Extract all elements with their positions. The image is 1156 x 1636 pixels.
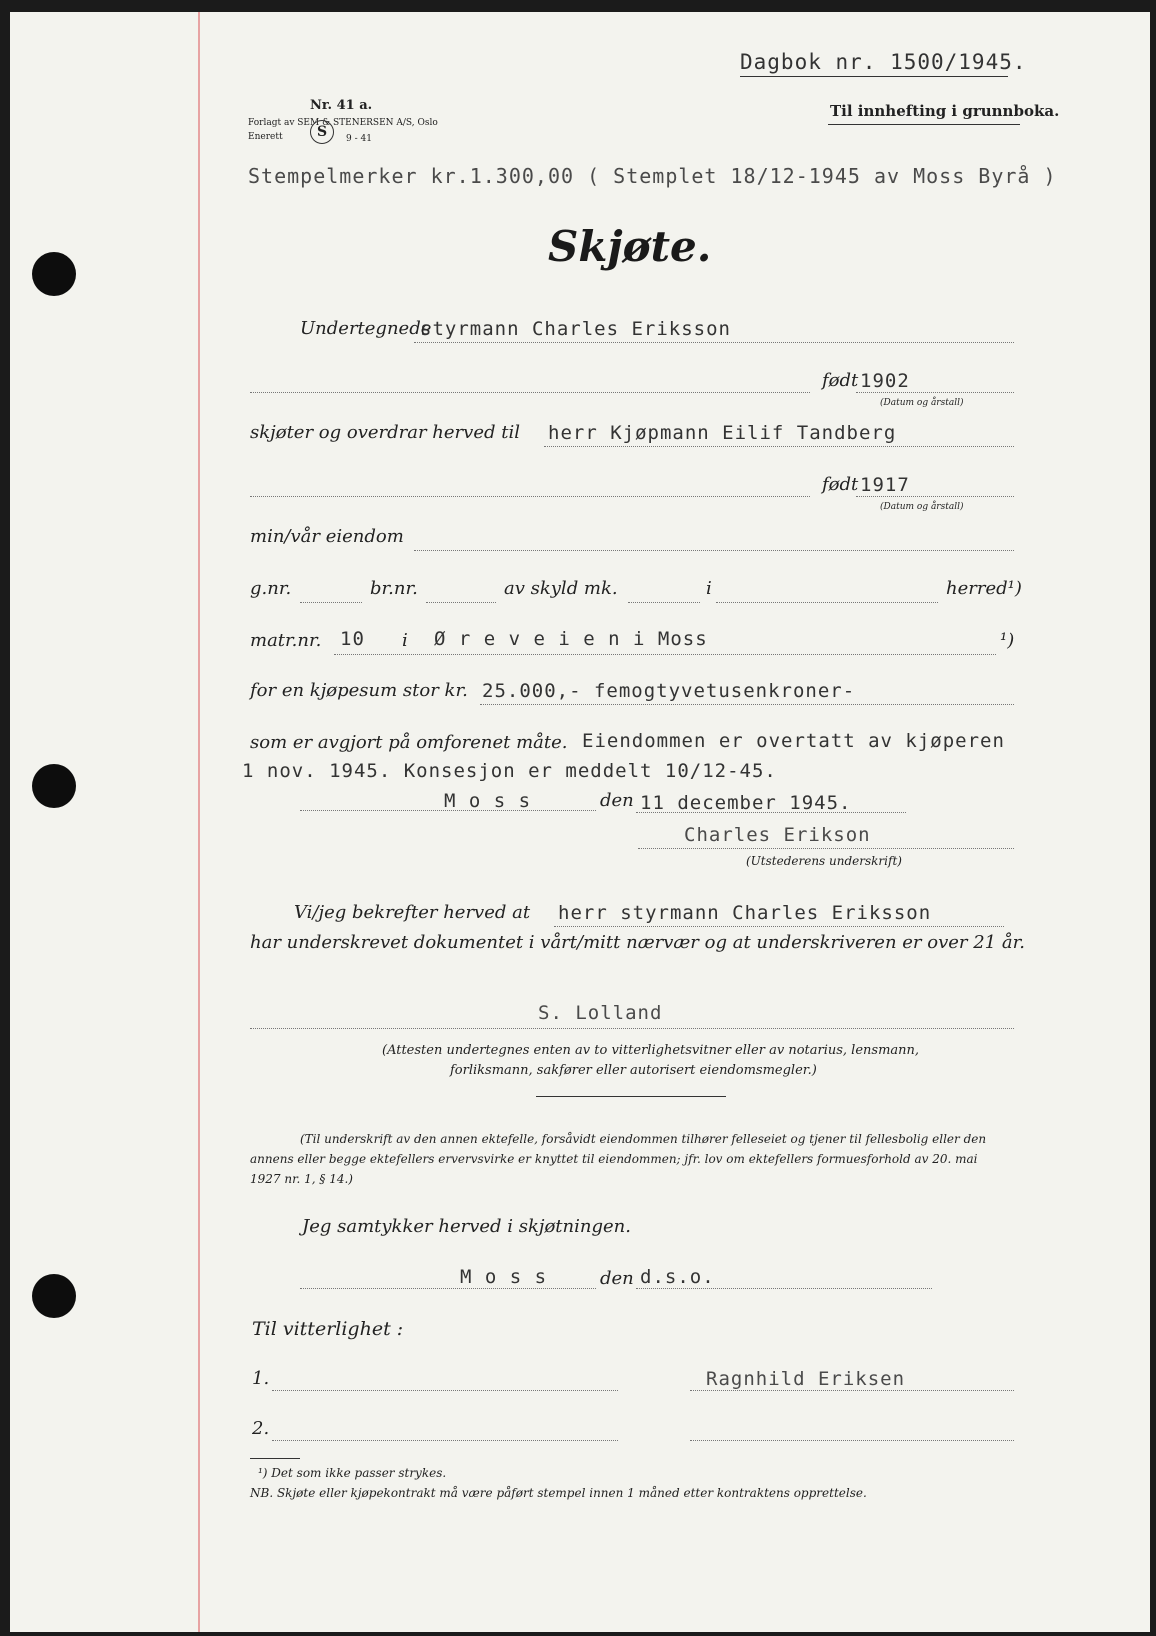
buyer-value: herr Kjøpmann Eilif Tandberg <box>548 422 897 444</box>
property-i-label: i <box>706 578 712 599</box>
consent-place: M o s s <box>460 1266 548 1288</box>
witness-label: Til vitterlighet : <box>252 1318 404 1340</box>
publisher-logo: S <box>310 120 334 144</box>
buyer-label: skjøter og overdrar herved til <box>250 422 520 443</box>
signing-date: 11 december 1945. <box>640 792 852 814</box>
signing-date-dotline <box>636 812 906 813</box>
buyer-born-value: 1917 <box>860 474 910 496</box>
attest-note-1: (Attesten undertegnes enten av to vitterlighetsvitner eller av notarius, lensmann, <box>382 1043 920 1058</box>
seller-born-label: født <box>822 370 859 391</box>
seller-signature: Charles Erikson <box>684 824 871 846</box>
gnr-dotline <box>300 602 362 603</box>
footnote-1: ¹) Det som ikke passer strykes. <box>258 1466 447 1480</box>
matr-location: Ø r e v e i e n i Moss <box>434 628 708 650</box>
punch-hole-bottom <box>32 1274 76 1318</box>
signing-place-dotline <box>300 810 596 811</box>
consent-signature: Ragnhild Eriksen <box>706 1368 906 1390</box>
buyer-born-label: født <box>822 474 859 495</box>
seller-born-hint: (Datum og årstall) <box>880 398 964 408</box>
gnr-label: g.nr. <box>250 578 292 599</box>
attest-note-2: forliksmann, sakfører eller autorisert eiendomsmegler.) <box>450 1063 817 1078</box>
buyer-born-hint: (Datum og årstall) <box>880 502 964 512</box>
matr-i-label: i <box>402 630 408 651</box>
innhefting-label: Til innhefting i grunnboka. <box>830 102 1060 120</box>
punch-hole-middle <box>32 764 76 808</box>
skyld-label: av skyld mk. <box>504 578 618 599</box>
property-i-dotline <box>716 602 938 603</box>
seller-label: Undertegnede <box>300 318 432 339</box>
witness-2-label: 2. <box>252 1418 270 1439</box>
footnote-rule <box>250 1458 300 1459</box>
attest-line2: har underskrevet dokumentet i vårt/mitt nærvær og at underskriveren er over 21 år. <box>250 932 1025 953</box>
matr-end: ¹) <box>1000 630 1015 651</box>
attest-name-dotline <box>554 926 1004 927</box>
herred-label: herred¹) <box>946 578 1022 599</box>
price-dotline <box>480 704 1014 705</box>
document-title: Skjøte. <box>548 222 712 271</box>
buyer-born-dotline <box>856 496 1014 497</box>
spouse-note-3: 1927 nr. 1, § 14.) <box>250 1172 353 1186</box>
signing-den-label: den <box>600 790 634 811</box>
attest-signature-dotline <box>250 1028 1014 1029</box>
seller-dotline-2 <box>250 392 810 393</box>
price-value: 25.000,- femogtyvetusenkroner- <box>482 680 856 702</box>
attest-prefix: Vi/jeg bekrefter herved at <box>294 902 531 923</box>
matr-dotline <box>334 654 996 655</box>
consent-date: d.s.o. <box>640 1266 715 1288</box>
settlement-label: som er avgjort på omforenet måte. <box>250 732 568 753</box>
buyer-dotline <box>544 446 1014 447</box>
witness-1-label: 1. <box>252 1368 270 1389</box>
consent-signature-dotline <box>690 1390 1014 1391</box>
publisher-date: 9 - 41 <box>346 134 372 144</box>
witness-1-dotline <box>272 1390 618 1391</box>
innhefting-underline <box>828 124 1020 125</box>
seller-dotline <box>414 342 1014 343</box>
property-label: min/vår eiendom <box>250 526 404 547</box>
property-dotline <box>414 550 1014 551</box>
seller-born-dotline <box>856 392 1014 393</box>
consent-place-dotline <box>300 1288 596 1289</box>
form-number: Nr. 41 a. <box>310 98 373 113</box>
price-label: for en kjøpesum stor kr. <box>250 680 468 701</box>
brnr-dotline <box>426 602 496 603</box>
witness-2-right-dotline <box>690 1440 1014 1441</box>
publisher-line: Forlagt av SEM & STENERSEN A/S, Oslo <box>248 118 438 128</box>
punch-hole-top <box>32 252 76 296</box>
signing-place: M o s s <box>444 790 532 812</box>
attest-note-rule <box>536 1096 726 1097</box>
margin-line <box>198 12 200 1632</box>
seller-value: styrmann Charles Eriksson <box>420 318 731 340</box>
matr-value: 10 <box>340 628 365 650</box>
consent-den-label: den <box>600 1268 634 1289</box>
spouse-note-2: annens eller begge ektefellers ervervsvirke er knyttet til eiendommen; jfr. lov om ektefellers formuesforhold av 20. mai <box>250 1152 978 1166</box>
document-page <box>10 12 1150 1632</box>
witness-2-dotline <box>272 1440 618 1441</box>
consent-text: Jeg samtykker herved i skjøtningen. <box>302 1216 631 1237</box>
attest-name: herr styrmann Charles Eriksson <box>558 902 932 924</box>
buyer-dotline-2 <box>250 496 810 497</box>
footnote-2: NB. Skjøte eller kjøpekontrakt må være påført stempel innen 1 måned etter kontraktens opprettelse. <box>250 1486 867 1500</box>
dagbok-underline <box>740 76 1008 77</box>
consent-date-dotline <box>636 1288 932 1289</box>
skyld-dotline <box>628 602 700 603</box>
stamp-line: Stempelmerker kr.1.300,00 ( Stemplet 18/12-1945 av Moss Byrå ) <box>248 164 1057 188</box>
publisher-enerett: Enerett <box>248 132 283 142</box>
settlement-line1: Eiendommen er overtatt av kjøperen <box>582 730 1005 752</box>
seller-signature-hint: (Utstederens underskrift) <box>746 854 902 868</box>
matr-label: matr.nr. <box>250 630 322 651</box>
brnr-label: br.nr. <box>370 578 418 599</box>
attest-signature: S. Lolland <box>538 1002 663 1024</box>
seller-born-value: 1902 <box>860 370 910 392</box>
seller-signature-dotline <box>638 848 1014 849</box>
settlement-line2: 1 nov. 1945. Konsesjon er meddelt 10/12-45. <box>242 760 777 782</box>
dagbok-number: Dagbok nr. 1500/1945. <box>740 50 1027 74</box>
spouse-note-1: (Til underskrift av den annen ektefelle, forsåvidt eiendommen tilhører felleseiet og tjener til fellesbolig eller den <box>300 1132 987 1146</box>
